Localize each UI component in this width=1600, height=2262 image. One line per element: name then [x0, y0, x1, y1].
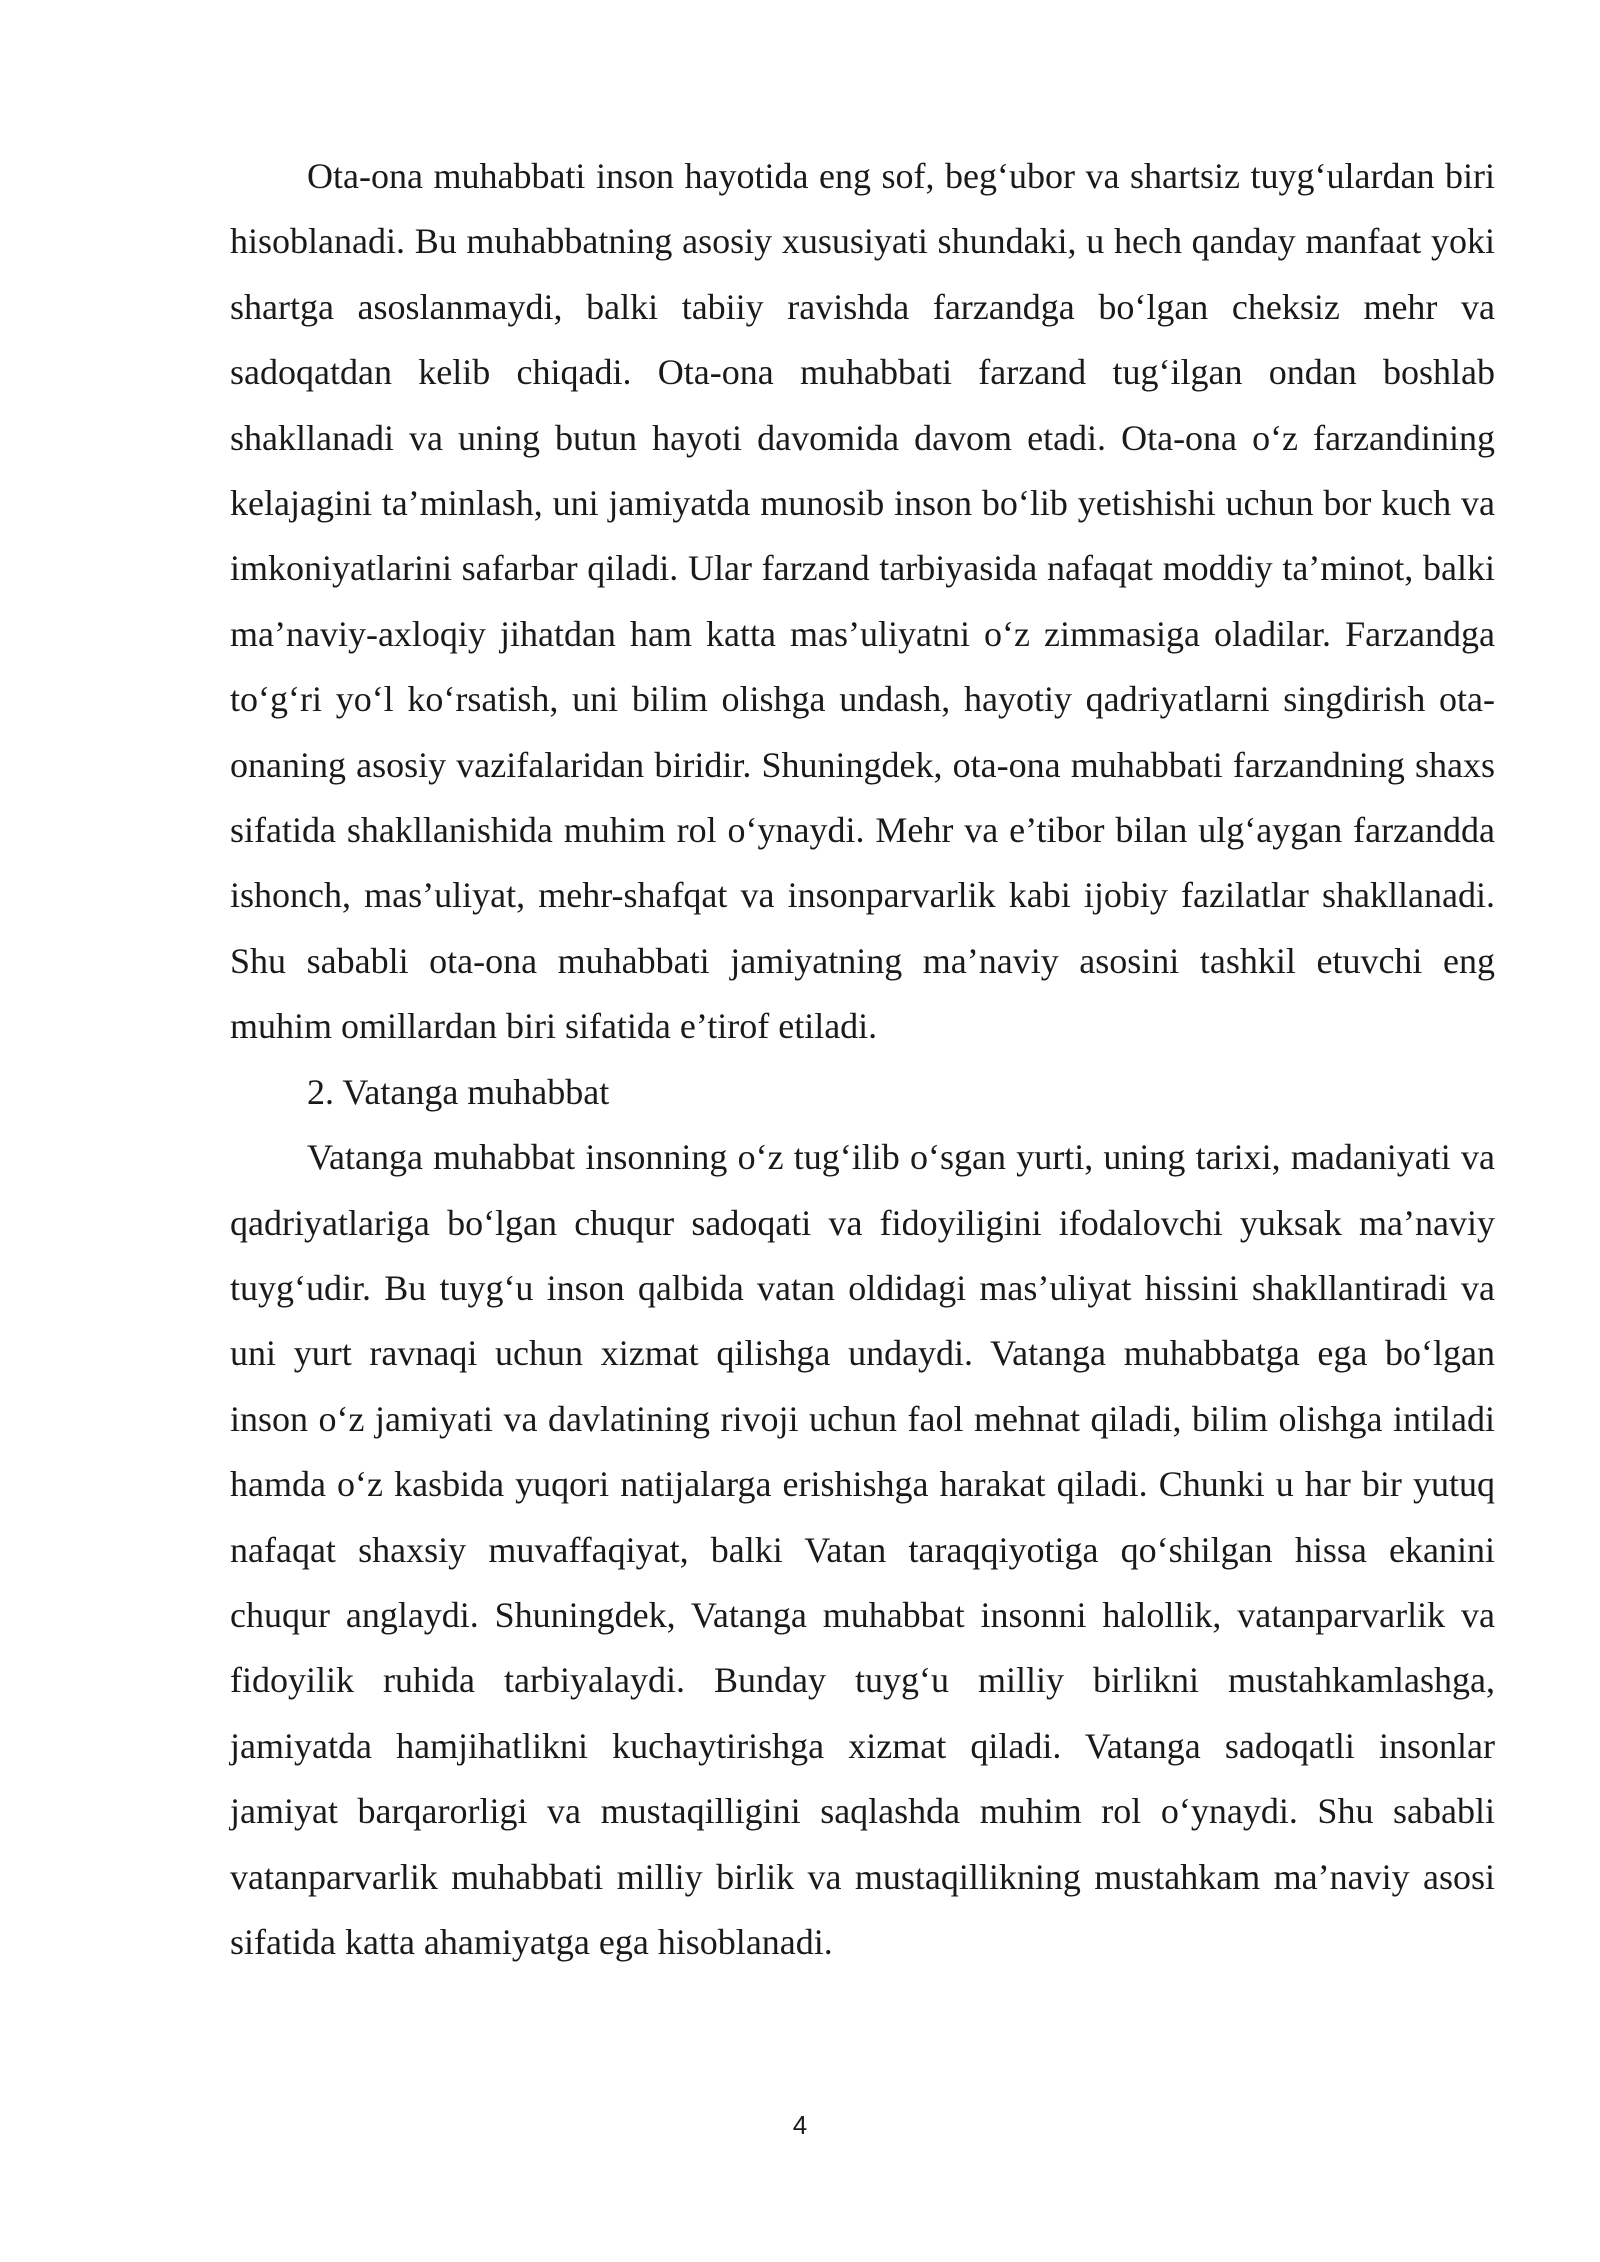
page-number: 4	[792, 2110, 808, 2140]
page-content	[230, 144, 1495, 1975]
section-heading: 2. Vatanga muhabbat	[307, 1071, 610, 1112]
paragraph-parental-love: Ota-ona muhabbati inson hayotida eng sof, beg‘ubor va shartsiz tuyg‘ulardan biri hisoblanadi. Bu muhabbatning asosiy xususiyati shundaki, u hech qanday manfaat yoki shartga asoslanmaydi, balki tabiiy ravishda farzandga bo‘lgan cheksiz mehr va sadoqatdan kelib chiqadi. Ota-ona muhabbati farzand tug‘ilgan ondan boshlab shakllanadi va uning butun hayoti davomida davom etadi. Ota-ona o‘z farzandining kelajagini ta’minlash, uni jamiyatda munosib inson bo‘lib yetishishi uchun bor kuch va imkoniyatlarini safarbar qiladi. Ular farzand tarbiyasida nafaqat moddiy ta’minot, balki ma’naviy-axloqiy jihatdan ham katta mas’uliyatni o‘z zimmasiga oladilar. Farzandga to‘g‘ri yo‘l ko‘rsatish, uni bilim olishga undash, hayotiy qadriyatlarni singdirish ota-onaning asosiy vazifalaridan biridir. Shuningdek, ota-ona muhabbati farzandning shaxs sifatida shakllanishida muhim rol o‘ynaydi. Mehr va e’tibor bilan ulg‘aygan farzandda ishonch, mas’uliyat, mehr-shafqat va insonparvarlik kabi ijobiy fazilatlar shakllanadi. Shu sababli ota-ona muhabbati jamiyatning ma’naviy asosini tashkil etuvchi eng muhim omillardan biri sifatida e’tirof etiladi.	[230, 156, 1495, 1047]
paragraph-love-for-homeland: Vatanga muhabbat insonning o‘z tug‘ilib o‘sgan yurti, uning tarixi, madaniyati va qadriyatlariga bo‘lgan chuqur sadoqati va fidoyiligini ifodalovchi yuksak ma’naviy tuyg‘udir. Bu tuyg‘u inson qalbida vatan oldidagi mas’uliyat hissini shakllantiradi va uni yurt ravnaqi uchun xizmat qilishga undaydi. Vatanga muhabbatga ega bo‘lgan inson o‘z jamiyati va davlatining rivoji uchun faol mehnat qiladi, bilim olishga intiladi hamda o‘z kasbida yuqori natijalarga erishishga harakat qiladi. Chunki u har bir yutuq nafaqat shaxsiy muvaffaqiyat, balki Vatan taraqqiyotiga qo‘shilgan hissa ekanini chuqur anglaydi. Shuningdek, Vatanga muhabbat insonni halollik, vatanparvarlik va fidoyilik ruhida tarbiyalaydi. Bunday tuyg‘u milliy birlikni mustahkamlashga, jamiyatda hamjihatlikni kuchaytirishga xizmat qiladi. Vatanga sadoqatli insonlar jamiyat barqarorligi va mustaqilligini saqlashda muhim rol o‘ynaydi. Shu sababli vatanparvarlik muhabbati milliy birlik va mustaqillikning mustahkam ma’naviy asosi sifatida katta ahamiyatga ega hisoblanadi.	[230, 1137, 1495, 1962]
